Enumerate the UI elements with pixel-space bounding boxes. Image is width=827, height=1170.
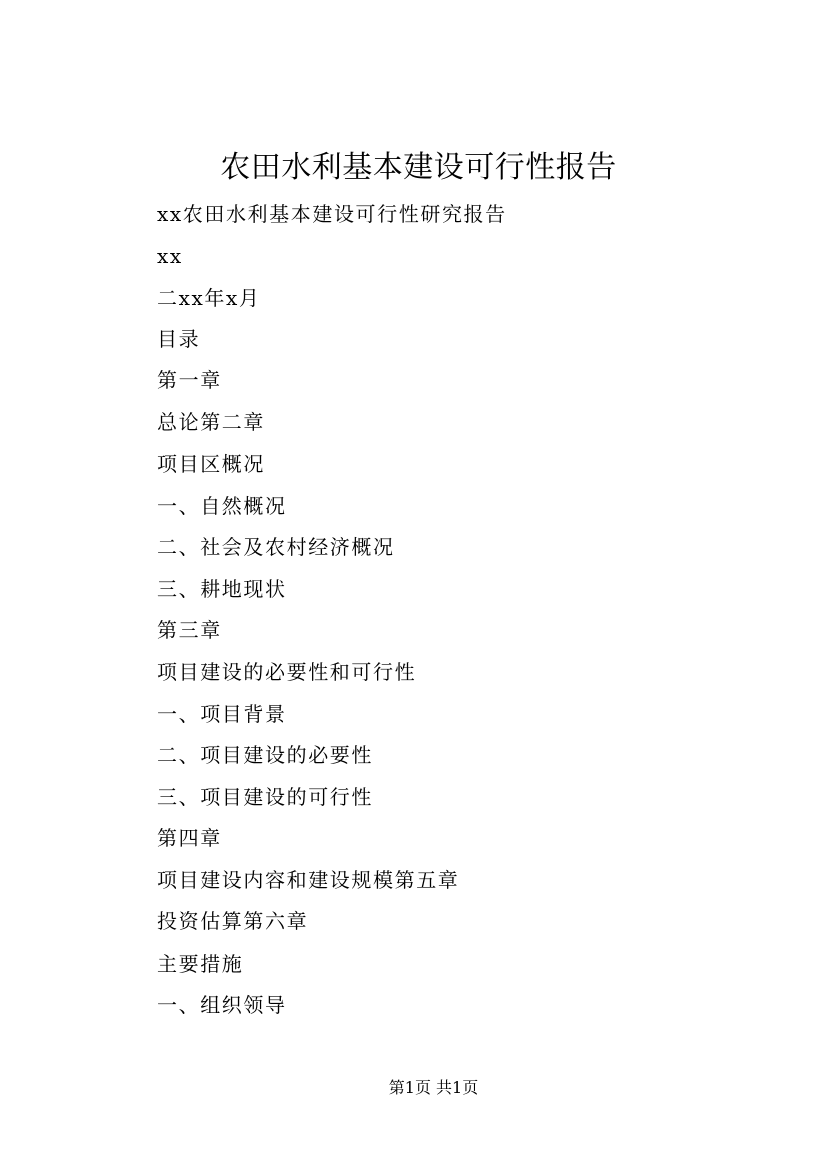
toc-line: 主要措施: [157, 952, 244, 976]
toc-line: 项目建设的必要性和可行性: [157, 660, 417, 684]
toc-heading: 目录: [157, 327, 201, 351]
toc-line: 第四章: [157, 826, 222, 850]
toc-line: 第三章: [157, 618, 222, 642]
toc-line: 二、项目建设的必要性: [157, 743, 373, 767]
toc-line: 一、项目背景: [157, 702, 287, 726]
toc-line: 三、耕地现状: [157, 577, 287, 601]
page-number: 第1页 共1页: [388, 1078, 479, 1097]
toc-line: 二、社会及农村经济概况: [157, 535, 395, 559]
toc-line: 一、组织领导: [157, 993, 287, 1017]
toc-line: 三、项目建设的可行性: [157, 785, 373, 809]
toc-line: 投资估算第六章: [157, 909, 309, 933]
report-date: 二xx年x月: [157, 286, 261, 310]
document-title: 农田水利基本建设可行性报告: [220, 150, 617, 185]
report-subtitle: xx农田水利基本建设可行性研究报告: [157, 202, 507, 226]
page-footer: [0, 1077, 827, 1099]
toc-line: 总论第二章: [157, 410, 265, 434]
author-placeholder: xx: [157, 244, 183, 268]
toc-line: 项目区概况: [157, 452, 265, 476]
toc-line: 第一章: [157, 368, 222, 392]
toc-line: 项目建设内容和建设规模第五章: [157, 868, 460, 892]
toc-line: 一、自然概况: [157, 494, 287, 518]
